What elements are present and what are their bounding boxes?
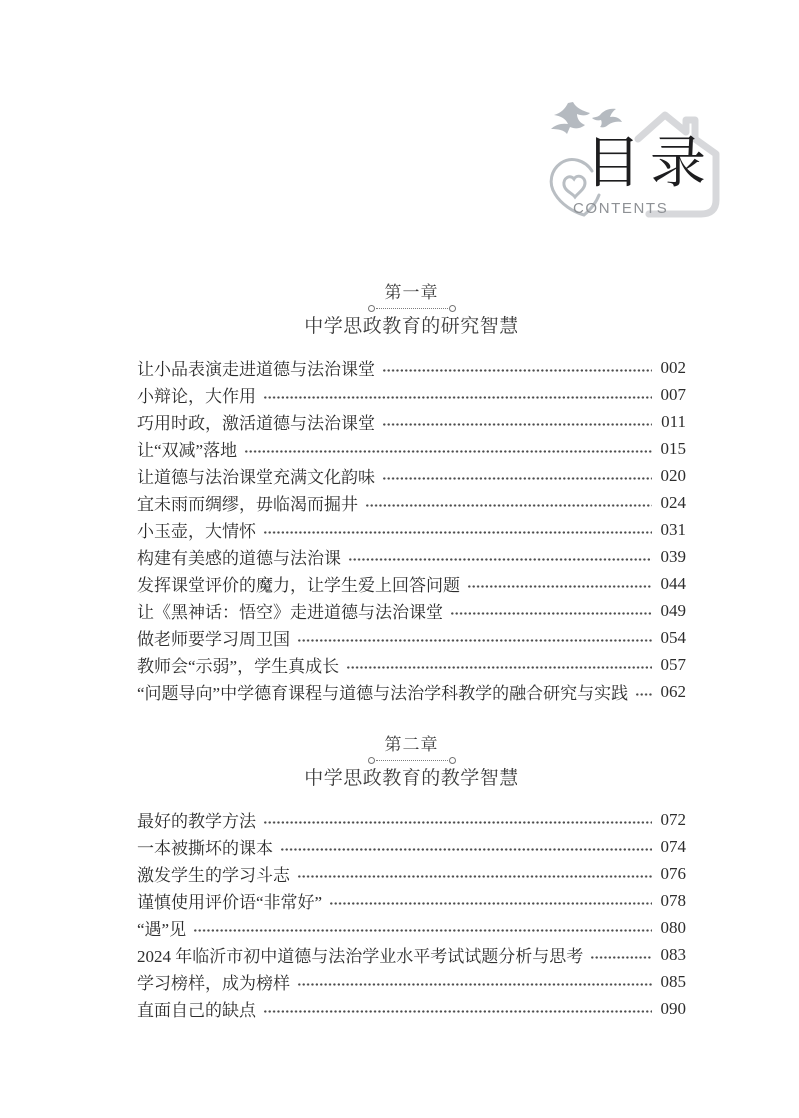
dotted-leader	[349, 558, 652, 561]
chapter-title: 中学思政教育的教学智慧	[304, 768, 519, 789]
toc-item-list	[137, 354, 686, 705]
toc-entry-page: 078	[660, 890, 686, 910]
chapter-section	[137, 283, 686, 705]
toc-entry-page: 011	[661, 411, 686, 431]
toc-entry-page: 054	[660, 627, 686, 647]
toc-entry	[137, 860, 686, 887]
toc-entry	[137, 678, 686, 705]
toc-entry-title: 2024 年临沂市初中道德与法治学业水平考试试题分析与思考	[137, 947, 584, 966]
toc-entry	[137, 624, 686, 651]
toc-entry-page: 090	[660, 998, 686, 1018]
toc-entry-page: 007	[660, 384, 686, 404]
dotted-leader	[298, 639, 652, 642]
header-decoration	[528, 93, 743, 238]
toc-entry-title: 小玉壶，大情怀	[137, 522, 256, 541]
dotted-leader	[298, 983, 652, 986]
toc-entry-title: 让“双减”落地	[137, 441, 238, 460]
toc-entry	[137, 887, 686, 914]
toc-entry	[137, 995, 686, 1022]
toc-entry-page: 049	[660, 600, 686, 620]
toc-entry-page: 074	[660, 836, 686, 856]
dotted-leader	[591, 956, 652, 959]
toc-entry	[137, 381, 686, 408]
toc-entry-title: 激发学生的学习斗志	[137, 866, 290, 885]
toc-entry-title: 教师会“示弱”，学生真成长	[137, 657, 340, 676]
ornament-circle-icon	[368, 757, 375, 764]
ornament-dotted-line	[376, 760, 448, 761]
ornament-circle-icon	[368, 305, 375, 312]
toc-entry	[137, 408, 686, 435]
toc-entry-page: 024	[660, 492, 686, 512]
toc-entry-title: 宜未雨而绸缪，毋临渴而掘井	[137, 495, 358, 514]
toc-entry-page: 057	[660, 654, 686, 674]
toc-entry-title: 谨慎使用评价语“非常好”	[137, 893, 323, 912]
chapter-label: 第二章	[384, 735, 439, 754]
dotted-leader	[264, 1010, 652, 1013]
toc-entry-title: 巧用时政，激活道德与法治课堂	[137, 414, 375, 433]
dotted-leader	[383, 477, 652, 480]
dotted-leader	[636, 693, 652, 696]
dotted-leader	[383, 369, 652, 372]
two-flying-birds-icon	[551, 102, 622, 134]
dotted-leader	[347, 666, 652, 669]
toc-entry-title: 直面自己的缺点	[137, 1001, 256, 1020]
toc-entry-title: “问题导向”中学德育课程与道德与法治学科教学的融合研究与实践	[137, 684, 629, 703]
chapter-heading	[137, 283, 686, 339]
page-title: 目录	[585, 131, 715, 196]
dotted-leader	[330, 902, 652, 905]
toc-content	[137, 283, 686, 1022]
toc-entry	[137, 651, 686, 678]
toc-entry-title: 学习榜样，成为榜样	[137, 974, 290, 993]
toc-entry-page: 083	[660, 944, 686, 964]
toc-entry-page: 031	[660, 519, 686, 539]
chapter-ornament-icon	[368, 305, 456, 311]
toc-item-list	[137, 806, 686, 1022]
toc-entry-page: 002	[660, 357, 686, 377]
dotted-leader	[281, 848, 652, 851]
toc-entry	[137, 833, 686, 860]
toc-entry-title: “遇”见	[137, 920, 187, 939]
chapter-ornament-icon	[368, 757, 456, 763]
toc-entry-title: 小辩论，大作用	[137, 387, 256, 406]
toc-entry	[137, 489, 686, 516]
toc-entry-title: 一本被撕坏的课本	[137, 839, 273, 858]
chapter-heading	[137, 735, 686, 791]
dotted-leader	[468, 585, 652, 588]
toc-entry-title: 发挥课堂评价的魔力，让学生爱上回答问题	[137, 576, 460, 595]
chapter-label: 第一章	[384, 283, 439, 302]
ornament-circle-icon	[449, 305, 456, 312]
toc-entry-page: 072	[660, 809, 686, 829]
toc-entry	[137, 570, 686, 597]
toc-entry	[137, 941, 686, 968]
toc-entry-title: 最好的教学方法	[137, 812, 256, 831]
toc-entry-title: 让小品表演走进道德与法治课堂	[137, 360, 375, 379]
dotted-leader	[245, 450, 652, 453]
toc-entry-title: 让道德与法治课堂充满文化韵味	[137, 468, 375, 487]
page-subtitle: CONTENTS	[573, 200, 669, 217]
dotted-leader	[383, 423, 652, 426]
ornament-circle-icon	[449, 757, 456, 764]
toc-entry	[137, 516, 686, 543]
dotted-leader	[264, 396, 652, 399]
chapter-title: 中学思政教育的研究智慧	[304, 316, 519, 337]
toc-entry	[137, 968, 686, 995]
toc-entry	[137, 462, 686, 489]
toc-entry-page: 044	[660, 573, 686, 593]
toc-entry-page: 062	[660, 681, 686, 701]
dotted-leader	[451, 612, 652, 615]
toc-entry-title: 做老师要学习周卫国	[137, 630, 290, 649]
toc-entry	[137, 597, 686, 624]
dotted-leader	[264, 821, 652, 824]
toc-entry	[137, 914, 686, 941]
chapter-section	[137, 735, 686, 1022]
dotted-leader	[298, 875, 652, 878]
toc-entry	[137, 543, 686, 570]
ornament-dotted-line	[376, 308, 448, 309]
dotted-leader	[264, 531, 652, 534]
toc-entry-page: 076	[660, 863, 686, 883]
toc-entry	[137, 354, 686, 381]
toc-entry-page: 015	[660, 438, 686, 458]
toc-entry-page: 039	[660, 546, 686, 566]
toc-entry-page: 085	[660, 971, 686, 991]
dotted-leader	[194, 929, 652, 932]
toc-entry-page: 020	[660, 465, 686, 485]
toc-entry-title: 让《黑神话：悟空》走进道德与法治课堂	[137, 603, 443, 622]
toc-entry-title: 构建有美感的道德与法治课	[137, 549, 341, 568]
toc-entry	[137, 435, 686, 462]
dotted-leader	[366, 504, 652, 507]
toc-entry	[137, 806, 686, 833]
toc-entry-page: 080	[660, 917, 686, 937]
